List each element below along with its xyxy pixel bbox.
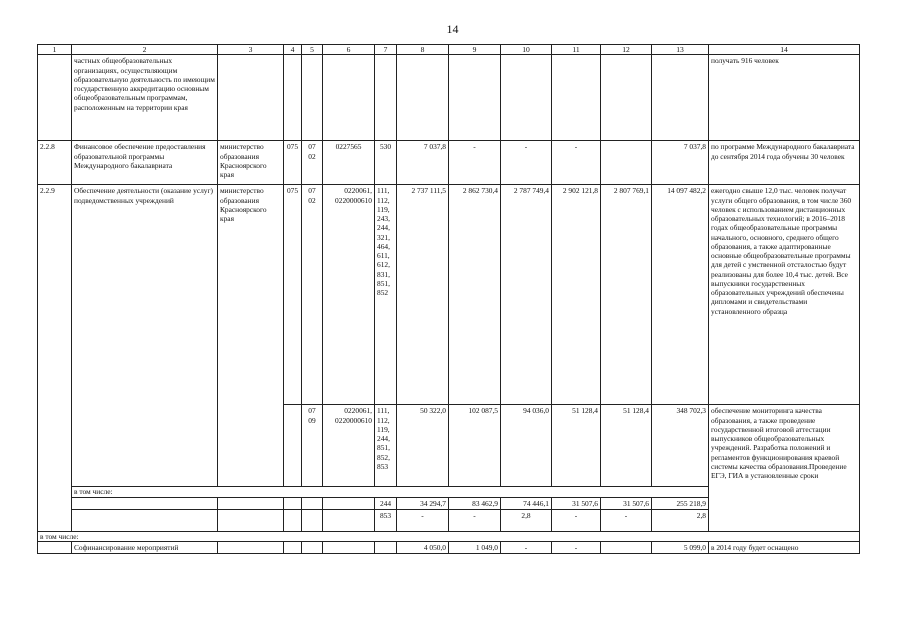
table-row-2-2-9-a bbox=[38, 185, 860, 405]
row-ministry: министерство образования Красноярского края bbox=[218, 141, 284, 185]
row-rzpr: 07 02 bbox=[302, 185, 323, 405]
value-2016: 94 036,0 bbox=[501, 405, 552, 487]
row-vr: 244 bbox=[375, 497, 397, 509]
header-cell: 14 bbox=[709, 45, 860, 55]
row-vr: 530 bbox=[375, 141, 397, 185]
header-cell: 11 bbox=[552, 45, 601, 55]
row-number: 2.2.8 bbox=[38, 141, 72, 185]
value-total: 7 037,8 bbox=[652, 141, 709, 185]
header-cell: 10 bbox=[501, 45, 552, 55]
header-cell: 4 bbox=[284, 45, 302, 55]
table-row-cofinancing bbox=[38, 542, 860, 554]
value-2016: 2,8 bbox=[501, 509, 552, 531]
page-number: 14 bbox=[446, 22, 459, 36]
row-rzpr: 07 09 bbox=[302, 405, 323, 487]
header-cell: 3 bbox=[218, 45, 284, 55]
table-row-2-2-8 bbox=[38, 141, 860, 185]
header-cell: 6 bbox=[323, 45, 375, 55]
value-2016: 74 446,1 bbox=[501, 497, 552, 509]
value-2017: - bbox=[552, 141, 601, 185]
value-2015: 83 462,9 bbox=[449, 497, 501, 509]
budget-table bbox=[37, 44, 860, 554]
row-grbs: 075 bbox=[284, 141, 302, 185]
row-csr: 0220061, 0220000610 bbox=[323, 185, 375, 405]
header-cell: 8 bbox=[397, 45, 449, 55]
value-2015: 102 087,5 bbox=[449, 405, 501, 487]
row-result: в 2014 году будет оснащено bbox=[709, 542, 860, 554]
value-2014: 4 050,0 bbox=[397, 542, 449, 554]
row-vr: 111, 112, 119, 244, 851, 852, 853 bbox=[375, 405, 397, 487]
value-2018 bbox=[601, 141, 652, 185]
value-2017: 2 902 121,8 bbox=[552, 185, 601, 405]
value-2015: 1 049,0 bbox=[449, 542, 501, 554]
value-2018: 2 807 769,1 bbox=[601, 185, 652, 405]
row-ministry: министерство образования Красноярского края bbox=[218, 185, 284, 487]
value-2016: - bbox=[501, 141, 552, 185]
row-grbs: 075 bbox=[284, 185, 302, 405]
value-2014: - bbox=[397, 509, 449, 531]
value-total: 5 099,0 bbox=[652, 542, 709, 554]
value-total: 255 218,9 bbox=[652, 497, 709, 509]
header-cell: 2 bbox=[72, 45, 218, 55]
row-description: Финансовое обеспечение предоставления образовательной программы Международного бакалавриата bbox=[72, 141, 218, 185]
row-description: Софинансирование мероприятий bbox=[72, 542, 218, 554]
header-cell: 7 bbox=[375, 45, 397, 55]
value-2015: - bbox=[449, 141, 501, 185]
value-2018: 31 507,6 bbox=[601, 497, 652, 509]
in-that-label: в том числе: bbox=[72, 487, 709, 497]
value-2018: 51 128,4 bbox=[601, 405, 652, 487]
row-description: Обеспечение деятельности (оказание услуг) подведомственных учреждений bbox=[72, 185, 218, 487]
header-cell: 13 bbox=[652, 45, 709, 55]
value-2017: - bbox=[552, 542, 601, 554]
value-2014: 50 322,0 bbox=[397, 405, 449, 487]
row-rzpr: 07 02 bbox=[302, 141, 323, 185]
value-2015: 2 862 730,4 bbox=[449, 185, 501, 405]
value-2014: 2 737 111,5 bbox=[397, 185, 449, 405]
row-result: обеспечение мониторинга качества образования, а также проведение государственной итоговой аттестации выпускников общеобразовательных учреждений. Разработка положений и регламентов функционирования краевой системы качества образования.Проведение ЕГЭ, ГИА в установленные сроки bbox=[709, 405, 860, 532]
value-total: 348 702,3 bbox=[652, 405, 709, 487]
table-row-continued bbox=[38, 55, 860, 141]
value-2017: 31 507,6 bbox=[552, 497, 601, 509]
value-2017: - bbox=[552, 509, 601, 531]
row-description: частных общеобразовательных организациях, осуществляющим образовательную деятельность по имеющим государственную аккредитацию основным общеобразовательным программам, расположенным на территории края bbox=[72, 55, 218, 141]
value-2016: 2 787 749,4 bbox=[501, 185, 552, 405]
row-number: 2.2.9 bbox=[38, 185, 72, 532]
in-that-label: в том числе: bbox=[38, 531, 860, 541]
value-total: 14 097 482,2 bbox=[652, 185, 709, 405]
header-cell: 5 bbox=[302, 45, 323, 55]
header-row bbox=[38, 45, 860, 55]
value-2014: 7 037,8 bbox=[397, 141, 449, 185]
header-cell: 12 bbox=[601, 45, 652, 55]
row-result: по программе Международного бакалавриата до сентября 2014 года обучены 30 человек bbox=[709, 141, 860, 185]
value-2016: - bbox=[501, 542, 552, 554]
value-2018: - bbox=[601, 509, 652, 531]
value-2018 bbox=[601, 542, 652, 554]
row-result: получать 916 человек bbox=[709, 55, 860, 141]
value-total: 2,8 bbox=[652, 509, 709, 531]
value-2017: 51 128,4 bbox=[552, 405, 601, 487]
row-vr: 853 bbox=[375, 509, 397, 531]
header-cell: 9 bbox=[449, 45, 501, 55]
row-csr: 0220061, 0220000610 bbox=[323, 405, 375, 487]
table-row-in-that-2 bbox=[38, 531, 860, 541]
row-csr: 0227565 bbox=[323, 141, 375, 185]
value-2014: 34 294,7 bbox=[397, 497, 449, 509]
row-vr: 111, 112, 119, 243, 244, 321, 464, 611, 612, 831, 851, 852 bbox=[375, 185, 397, 405]
header-cell: 1 bbox=[38, 45, 72, 55]
value-2015: - bbox=[449, 509, 501, 531]
row-result: ежегодно свыше 12,0 тыс. человек получат услуги общего образования, в том числе 360 человек с использованием дистанционных образовательных технологий; в 2016–2018 годах общеобразовательные программы начального, основного, среднего общего образования, а также адаптированные основные общеобразовательные программы для детей с умственной отсталостью будут реализованы для более 10,4 тыс. детей. Все выпускники государственных образовательных учреждений обеспечены дипломами и свидетельствами установленного образца bbox=[709, 185, 860, 405]
